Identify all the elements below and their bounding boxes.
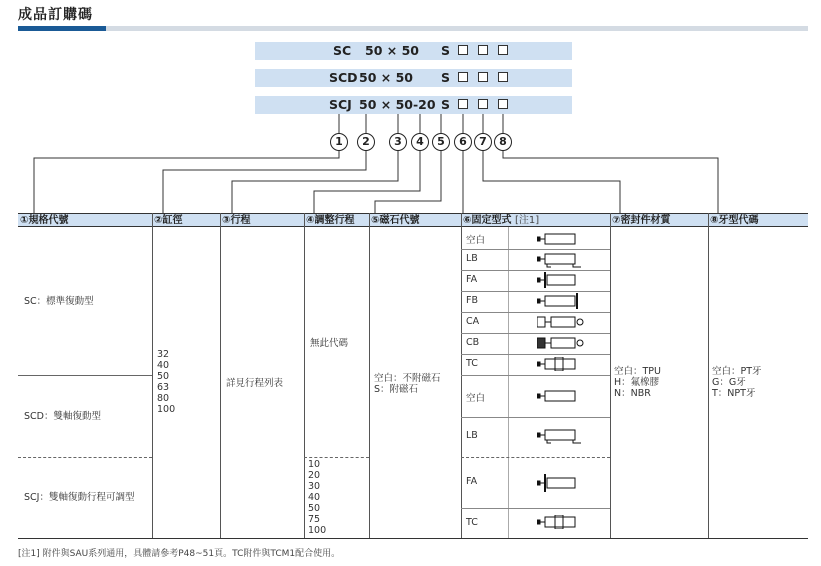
mount-tc: TC (466, 358, 478, 369)
code-prefix: SCJ (329, 97, 352, 112)
mount-lb-2: LB (466, 430, 478, 441)
adjust-none: 無此代碼 (310, 338, 349, 349)
cylinder-cb-icon (537, 336, 585, 350)
header-bore: ②缸徑 (152, 213, 220, 227)
code-prefix: SC (333, 43, 352, 58)
marker-6: 6 (454, 133, 472, 151)
seal-text: 空白：TPU H：氟橡膠 N：NBR (614, 366, 661, 399)
code-size: 50 × 50-20 (359, 97, 436, 112)
spec-scd: SCD：雙軸復動型 (24, 411, 101, 422)
mount-tc-2: TC (466, 517, 478, 528)
marker-5: 5 (432, 133, 450, 151)
header-mount-label: ⑥固定型式 (463, 215, 512, 226)
header-magnet: ⑤磁石代號 (369, 213, 461, 227)
marker-2: 2 (357, 133, 375, 151)
header-mount-note: [注1] (514, 215, 540, 226)
cylinder-basic-icon (537, 232, 581, 246)
cylinder-ca-icon (537, 315, 585, 329)
magnet-text: 空白：不附磁石 S：附磁石 (374, 373, 441, 395)
code-s: S (441, 97, 451, 112)
marker-1: 1 (330, 133, 348, 151)
mount-fb: FB (466, 295, 478, 306)
cylinder-double-rod-tc-icon (537, 515, 581, 529)
spec-scj: SCJ：雙軸復動行程可調型 (24, 492, 135, 503)
cylinder-fb-icon (537, 293, 581, 309)
cylinder-double-rod-lb-icon (537, 428, 583, 444)
spec-sc: SC：標準復動型 (24, 296, 94, 307)
thread-text: 空白：PT牙 G：G牙 T：NPT牙 (712, 366, 762, 399)
cylinder-fa-icon (537, 272, 581, 288)
bore-list: 32 40 50 63 80 100 (157, 349, 176, 415)
code-size: 50 × 50 (359, 70, 413, 85)
header-spec: ①規格代號 (18, 213, 152, 227)
stroke-text: 詳見行程列表 (226, 378, 284, 389)
footnote: [注1] 附件與SAU系列通用，具體請參考P48~51頁。TC附件與TCM1配合使用。 (18, 549, 341, 559)
mount-cb: CB (466, 337, 480, 348)
mount-blank: 空白 (466, 235, 486, 246)
mount-ca: CA (466, 316, 480, 327)
marker-3: 3 (389, 133, 407, 151)
header-mount (461, 213, 610, 227)
mount-fa: FA (466, 274, 478, 285)
cylinder-double-rod-fa-icon (537, 474, 581, 492)
cylinder-tc-icon (537, 357, 581, 371)
mount-blank-2: 空白 (466, 393, 486, 404)
cylinder-lb-icon (537, 252, 583, 268)
marker-8: 8 (494, 133, 512, 151)
header-seal: ⑦密封件材質 (610, 213, 708, 227)
mount-fa-2: FA (466, 476, 478, 487)
code-s: S (441, 43, 451, 58)
code-s: S (441, 70, 451, 85)
marker-4: 4 (411, 133, 429, 151)
code-prefix: SCD (329, 70, 358, 85)
header-adjust: ④調整行程 (304, 213, 369, 227)
code-size: 50 × 50 (365, 43, 419, 58)
cylinder-double-rod-icon (537, 389, 581, 403)
marker-7: 7 (474, 133, 492, 151)
adjust-values: 10 20 30 40 50 75 100 (308, 459, 327, 536)
mount-lb: LB (466, 253, 478, 264)
header-stroke: ③行程 (220, 213, 304, 227)
page-title: 成品訂購碼 (18, 7, 93, 23)
header-thread: ⑧牙型代碼 (708, 213, 808, 227)
